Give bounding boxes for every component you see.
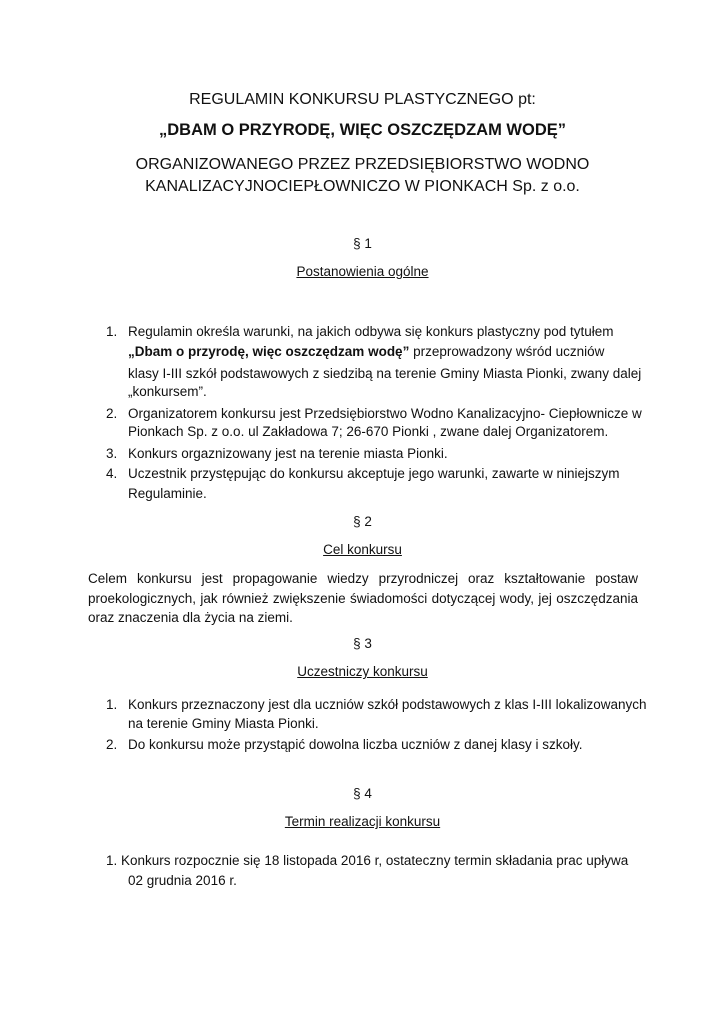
organizer-line-2: KANALIZACYJNOCIEPŁOWNICZO W PIONKACH Sp. z o.o. (145, 178, 580, 195)
list-item-line: „konkursem”. (128, 384, 207, 399)
list-item-number: 2. (106, 737, 118, 752)
list-item-line: Do konkursu może przystąpić dowolna liczba uczniów z danej klasy i szkoły. (128, 737, 583, 752)
list-item-line: Organizatorem konkursu jest Przedsiębiorstwo Wodno Kanalizacyjno- Ciepłownicze w (128, 406, 642, 421)
list-item-line-rest: przeprowadzony wśród uczniów (409, 344, 605, 359)
list-item-line: Konkurs orgaznizowany jest na terenie miasta Pionki. (128, 446, 448, 461)
section-3-heading: Uczestniczy konkursu (297, 664, 428, 679)
document-title: REGULAMIN KONKURSU PLASTYCZNEGO pt: (189, 91, 536, 108)
list-item-line: 02 grudnia 2016 r. (128, 873, 237, 888)
list-item-line: Uczestnik przystępując do konkursu akceptuje jego warunki, zawarte w niniejszym (128, 466, 620, 481)
section-2-heading: Cel konkursu (323, 542, 402, 557)
list-item-number: 1. (106, 324, 118, 339)
list-item-line: Konkurs przeznaczony jest dla uczniów szkół podstawowych z klas I-III lokalizowanych (128, 697, 647, 712)
list-item-line: na terenie Gminy Miasta Pionki. (128, 716, 319, 731)
list-item-number: 1. (106, 853, 118, 868)
section-3-symbol: § 3 (353, 636, 372, 651)
list-item-line: Regulaminie. (128, 486, 207, 501)
list-item-line: Pionkach Sp. z o.o. ul Zakładowa 7; 26-670 Pionki , zwane dalej Organizatorem. (128, 424, 609, 439)
list-item-line (128, 342, 604, 362)
list-item-number: 4. (106, 466, 118, 481)
contest-name: „DBAM O PRZYRODĘ, WIĘC OSZCZĘDZAM WODĘ” (159, 121, 566, 139)
list-item-number: 2. (106, 406, 118, 421)
section-4-symbol: § 4 (353, 786, 372, 801)
section-2-paragraph: Celem konkursu jest propagowanie wiedzy przyrodniczej oraz kształtowanie postaw proekologicznych, jak również zwiększenie świadomości dotyczącej wody, jej oszczędzania oraz znaczenia dla życia na ziemi. (88, 571, 638, 625)
section-1-symbol: § 1 (353, 236, 372, 251)
section-2-symbol: § 2 (353, 514, 372, 529)
list-item-number: 1. (106, 697, 118, 712)
list-item-line: Regulamin określa warunki, na jakich odbywa się konkurs plastyczny pod tytułem (128, 324, 614, 339)
organizer-line-1: ORGANIZOWANEGO PRZEZ PRZEDSIĘBIORSTWO WODNO (135, 156, 590, 173)
section-1-heading: Postanowienia ogólne (296, 264, 429, 279)
list-item-line: klasy I-III szkół podstawowych z siedzibą na terenie Gminy Miasta Pionki, zwany dalej (128, 366, 642, 381)
section-4-heading: Termin realizacji konkursu (284, 814, 441, 829)
list-item-line: Konkurs rozpocznie się 18 listopada 2016 r, ostateczny termin składania prac upływa (121, 853, 629, 868)
list-item-number: 3. (106, 446, 118, 461)
contest-name-bold: „Dbam o przyrodę, więc oszczędzam wodę” (128, 344, 410, 359)
